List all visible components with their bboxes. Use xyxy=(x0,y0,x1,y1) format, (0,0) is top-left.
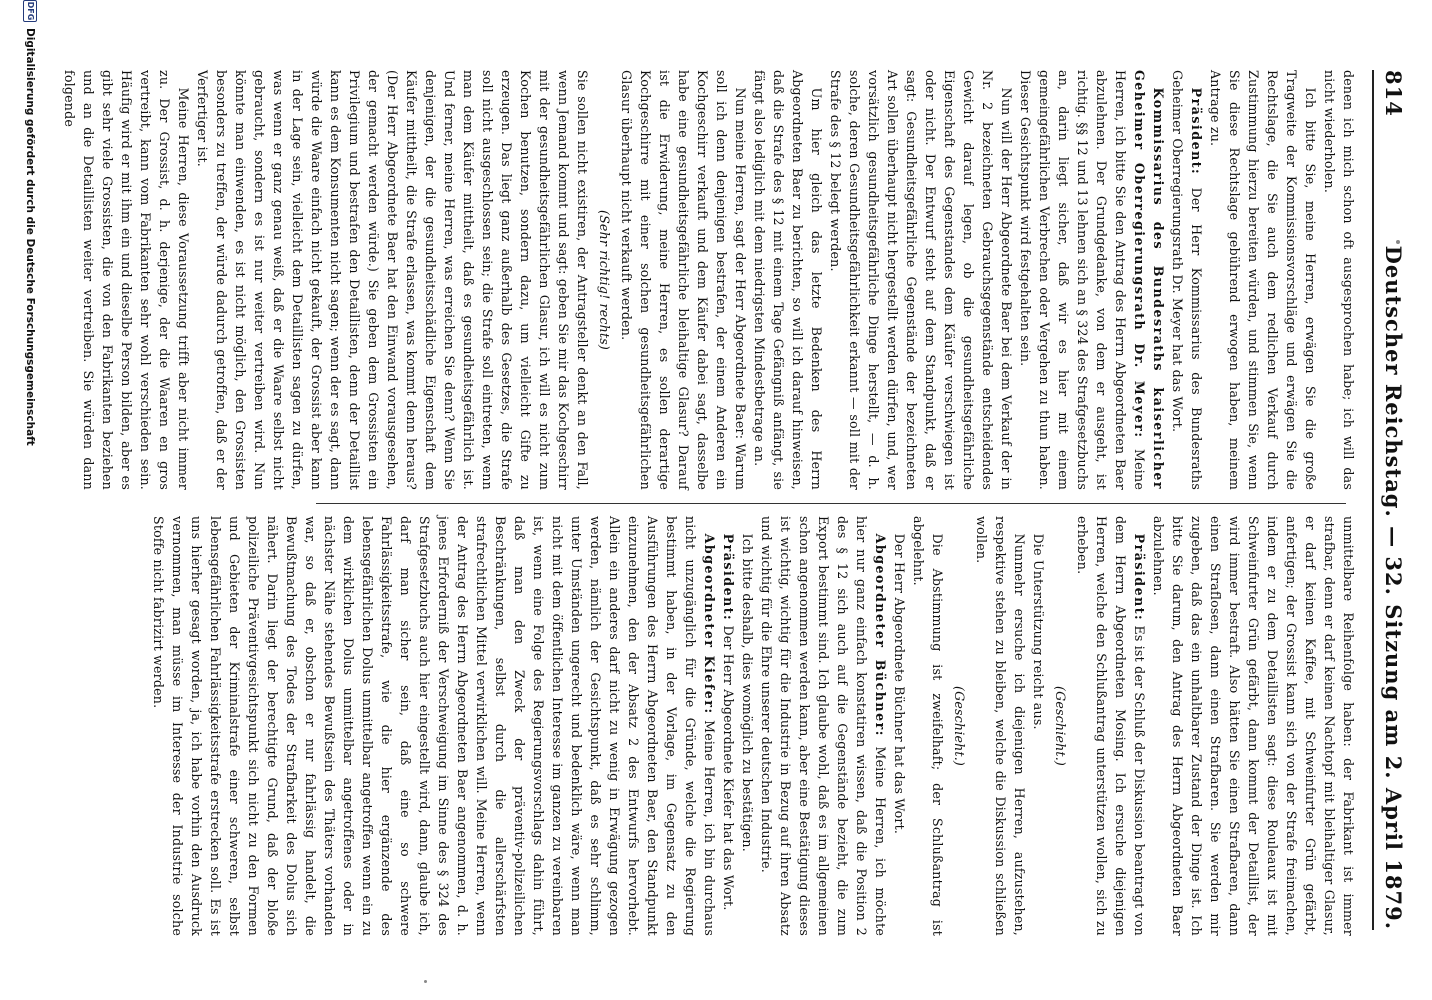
speaker-name: Präsident: xyxy=(721,533,736,622)
paragraph: Meine Herren, diese Voraussetzung trifft aber nicht immer zu. Der Grossist, d. h. derjenige, der die Waaren en gros vertreibt, kann vom Fabrikanten sehr wohl verschieden sein. Häufig wird er mit ihm ein und dieselbe Person bilden, aber es gibt sehr viele Grossisten, die von den Fabrikanten beziehen und an die Detaillisten weiter vertreiben. Sie würden dann folgende xyxy=(62,70,191,490)
scan-speck xyxy=(424,980,427,983)
paragraph: denen ich mich schon oft ausgesprochen habe; ich will das nicht wiederholen. xyxy=(1322,70,1356,490)
paragraph: Der Herr Abgeordnete Büchner hat das Wort. xyxy=(892,533,907,835)
speech-text: Der Herr Kommissarius des Bundesraths Geheimer Oberregierungsrath Dr. Meyer hat das Wort. xyxy=(1170,70,1204,490)
paragraph xyxy=(1073,516,1149,936)
page-header xyxy=(1372,70,1414,930)
paragraph: Nunmehr ersuche ich diejenigen Herren, aufzustehen, respektive stehen zu bleiben, welche die Diskussion schließen wollen. xyxy=(974,516,1027,936)
speech-text: Meine Herren, ich bitte Sie den Antrag des Herrn Abgeordneten Baer abzulehnen. Der Grundgedanke, von dem er ausgeht, ist richtig. §§ 12 und 13 lehnen sich an § 324 des Strafgesetzbuchs an, darin liegt sicher, daß wir es hier mit einem gemeingefährlichen Verbrechen oder Vergehen zu thun haben. Dieser Gesichtspunkt wird festgehalten sein. xyxy=(1018,70,1147,490)
speech-text: Der Herr Abgeordnete Kiefer hat das Wort. xyxy=(721,625,736,911)
dfg-logo-icon: DFG xyxy=(23,0,37,22)
paragraph: unmittelbare Reihenfolge haben: der Fabrikant ist immer strafbar, denn er darf keinen Nachtopf mit bleihaltiger Glasur, er darf keinen Kaffee, mit Schweinfurter Grün gefärbt, anfertigen; der Grossist kann sich von der Strafe freimachen, indem er zu dem Detaillisten sagt: diese Rouleaux ist mit Schweinfurter Grün gefärbt, dann kommt der Detaillist, der wird immer bestraft. Also hätten Sie einen Strafbaren, dann einen Straflosen, dann einen Strafbaren. Sie werden mir zugeben, daß das ein unhaltbarer Zustand der Dinge ist. Ich bitte Sie darum, den Antrag des Herrn Abgeordneten Baer abzulehnen. xyxy=(1151,516,1356,936)
speaker-name: Kommissarius des Bundesraths kaiserlicher Geheimer Oberregierungsrath Dr. Meyer: xyxy=(1132,70,1166,490)
paragraph: Nun meine Herren, sagt der Herr Abgeordnete Baer: Warum soll ich denn denjenigen bestrafen, der einem Anderen ein Kochgeschirr verkauft und dem Käufer dabei sagt, dasselbe habe eine gesundheitsgefährliche bleihaltige Glasur? Darauf ist die Erwiderung, meine Herren, es sollen derartige Kochgeschirre mit einer solchen gesundheitsgefährlichen Glasur überhaupt nicht verkauft werden. xyxy=(619,70,748,490)
interjection: (Geschieht.) xyxy=(1053,685,1068,767)
column-divider xyxy=(316,503,1346,504)
speech-text: Es ist der Schluß der Diskussion beantragt von dem Herrn Abgeordneten Mosing. Ich ersuche diejenigen Herren, welche den Schlußantrag unterstützen wollen, sich zu erheben. xyxy=(1075,516,1147,936)
paragraph xyxy=(1168,70,1206,490)
digitization-note: Digitalisierung gefördert durch die Deutsche Forschungsgemeinschaft xyxy=(24,28,36,446)
paragraph xyxy=(1016,70,1168,490)
paragraph: Sie sollen nicht existiren, der Antragsteller denkt an den Fall, wenn Jemand kommt und sagt: geben Sie mir das Kochgeschirr mit der gesundheitsgefährlichen Glasur, ich will es nicht zum Kochen benutzen, sondern dazu, um vielleicht Gifte zu erzeugen. Das liegt ganz außerhalb des Gesetzes, die Strafe soll nicht ausgeschlossen sein; die Strafe soll eintreten, wenn man dem Käufer mittheilt, daß es gesundheitsgefährlich ist. Und ferner, meine Herren, was erreichen Sie denn? Wenn Sie denjenigen, der die gesundheitsschädliche Eigenschaft dem Käufer mittheilt, die Strafe erlassen, was kommt denn heraus? (Der Herr Abgeordnete Baer hat den Einwand vorausgesehen, der gemacht werden würde.) Sie geben dem Grossisten ein Privilegium und bestrafen den Detaillisten, denn der Detaillist kann es dem Konsumenten nicht sagen; wenn der es sagt, dann würde die Waare einfach nicht gekauft, der Grossist aber kann in der Lage sein, vielleicht dem Detaillisten sagen zu dürfen, was wenn er ganz genau weiß, daß er die Waare selbst nicht gebraucht, sondern es ist nur weiter vertreiben wird. Nun könnte man einwenden, es ist nicht möglich, den Grossisten besonders zu treffen, der würde dadurch getroffen, daß er der Verfertiger ist. xyxy=(195,70,590,490)
paragraph xyxy=(719,516,738,936)
speaker-name: Präsident: xyxy=(1132,533,1147,622)
paragraph: Ich bitte Sie, meine Herren, erwägen Sie die große Tragweite der Kommissionsvorschläge und erwägen Sie die Rechtslage, die Sie auch dem redlichen Verkauf durch Zustimmung hierzu bereiten würden, und stimmen Sie, wenn Sie diese Rechtslage gebührend erwogen haben, meinem Antrage zu. xyxy=(1208,70,1318,490)
left-column xyxy=(62,70,1358,490)
speaker-name: Präsident: xyxy=(1189,87,1204,176)
paragraph: Nun will der Herr Abgeordnete Baer bei dem Verkauf der in Nr. 2 bezeichneten Gebrauchsgegenstände entscheidendes Gewicht darauf legen, ob die gesundheitsgefährliche Eigenschaft des Gegenstandes dem Käufer verschwiegen ist oder nicht. Der Entwurf steht auf dem Standpunkt, daß er sagt: Gesundheitsgefährliche Gegenstände der bezeichneten Art sollen überhaupt nicht hergestellt werden dürfen, und, wer vorsätzlich gesundheitsgefährliche Dinge herstellt, — d. h. solche, deren Gesundheitsgefährlichkeit erkannt — soll mit der Strafe des § 12 belegt werden. xyxy=(828,70,1014,490)
speaker-name: Abgeordneter Kiefer: xyxy=(702,533,717,715)
paragraph: Um hier gleich das letzte Bedenken des Herrn Abgeordneten Baer zu berichten, so will ich darauf hinweisen, daß die Strafe des § 12 mit einem Tage Gefängniß anfängt, sie fängt also lediglich mit dem niedrigsten Mindestbetrage an. xyxy=(752,70,824,490)
page-number: 814 xyxy=(1381,70,1406,117)
right-column xyxy=(151,516,1358,936)
paragraph xyxy=(149,516,719,936)
interjection: (Sehr richtig! rechts) xyxy=(597,209,612,351)
running-head: Deutscher Reichstag. — 32. Sitzung am 2. April 1879. xyxy=(1381,245,1406,930)
scan-speck xyxy=(1396,240,1400,244)
paragraph: Die Abstimmung ist zweifelhaft; der Schlußantrag ist abgelehnt. xyxy=(911,516,945,936)
paragraph: Ich bitte deshalb, dies womöglich zu bestätigen. xyxy=(740,533,755,852)
speech-text: Meine Herren, ich bin durchaus nicht unzugänglich für die Gründe, welche die Regierung bestimmt haben, in der Vorlage, im Gegensatz zu den Ausführungen des Herrn Abgeordneten Baer, den Standpunkt einzunehmen, den der Absatz 2 des Entwurfs hervorhebt. Allein ein anderes darf nicht zu wenig in Erwägung gezogen werden, nämlich der Gesichtspunkt, daß es sehr schlimm, unter Umständen ungerecht und bedenklich wäre, wenn man nicht mit dem öffentlichen Interesse im ganzen zu vereinbaren ist, wenn eine Folge des Regierungsvorschlags dahin führt, daß man den Zweck der präventiv-polizeilichen Beschränkungen, selbst durch die allerschärfsten strafrechtlichen Mittel verwirklichen will. Meine Herren, wenn der Antrag des Herrn Abgeordneten Baer angenommen, d. h. jenes Erforderniß der Verschweigung im Sinne des § 324 des Strafgesetzbuchs auch hier eingestellt wird, dann, glaube ich, darf man sicher sein, daß eine so schwere Fahrlässigkeitsstrafe, wie die hier ergänzende des lebensgefährlichen Dolus unmittelbar angetroffen wenn ein zu dem wirklichen Dolus unmittelbar angetroffenes oder in nächster Nähe stehendes Bewußtsein des Thäters vorhanden war, so daß er, obschon er nur fahrlässig handelt, die Bewußtmachung des Todes der Strafbarkeit des Dolus sich nähert. Darin liegt der berechtigte Grund, daß der bloße polizeiliche Präventivgesichtspunkt sich nicht zu den Formen und Gebieten der Kriminalstrafe einer schweren, selbst lebensgefährlichen Fahrlässigkeitsstrafe erstrecken soll. Es ist uns hierher gesagt worden, ja, ich habe vorhin den Ausdruck vernommen, man müsse im Interesse der Industrie solche Stoffe nicht fabrizirt werden. xyxy=(151,516,717,936)
speech-text: Meine Herren, ich möchte hier nur ganz einfach konstatiren wissen, daß die Position 2 des § 12 sich auch auf die Gegenstände bezieht, die zum Export bestimmt sind. Ich glaube wohl, daß es im allgemeinen schon angenommen werden kann, aber eine Bestätigung dieses ist wichtig, wichtig für die Industrie in Bezug auf ihren Absatz und wichtig für die Ehre unserer deutschen Industrie. xyxy=(759,516,888,936)
paragraph xyxy=(757,516,890,936)
digitization-footer xyxy=(19,0,37,1000)
paragraph: Die Unterstützung reicht aus. xyxy=(1031,533,1046,730)
speaker-name: Abgeordneter Büchner: xyxy=(873,533,888,737)
interjection: (Geschieht.) xyxy=(952,685,967,767)
